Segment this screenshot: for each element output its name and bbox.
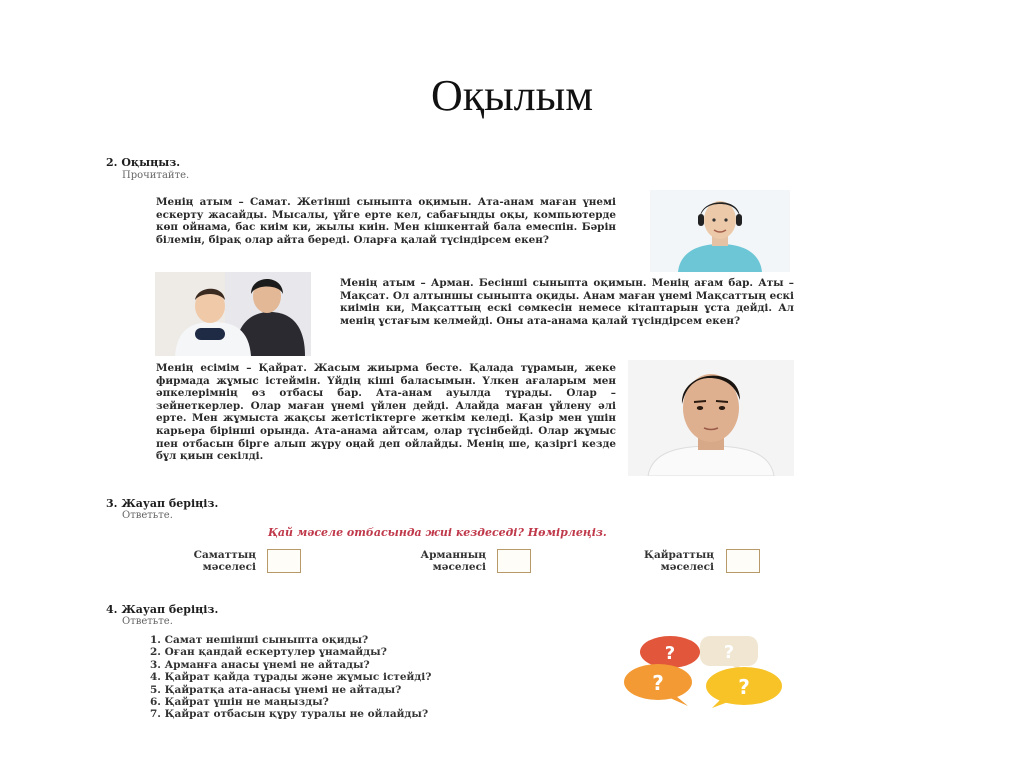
- bubble-yellow: [706, 667, 782, 708]
- task4-subheading: Ответьте.: [122, 616, 173, 627]
- photo-kairat-drawing: [628, 360, 794, 476]
- task3-subheading: Ответьте.: [122, 510, 173, 521]
- answer-label-samat-line1: Саматтың: [193, 549, 256, 561]
- bubble-cream-mark: ?: [723, 642, 735, 663]
- answer-box-kairat[interactable]: [726, 549, 760, 573]
- answer-label-arman-line1: Арманның: [420, 549, 486, 561]
- bubble-orange: [624, 664, 692, 706]
- task3-question: Қай мәселе отбасында жиі кездеседі? Нөмірлеңіз.: [268, 526, 607, 539]
- bubble-orange-mark: ?: [652, 671, 664, 695]
- task2-subheading: Прочитайте.: [122, 170, 190, 181]
- question-item: 6. Қайрат үшін не маңызды?: [150, 696, 329, 709]
- photo-kairat: [628, 360, 794, 476]
- slide-title: Оқылым: [430, 71, 594, 120]
- bubble-red-mark: ?: [664, 643, 676, 664]
- question-item: 1. Самат нешінші сыныпта оқиды?: [150, 634, 369, 646]
- paragraph-arman: Менің атым – Арман. Бесінші сыныпта оқимын. Менің ағам бар. Аты – Мақсат. Ол алтыншы сыныпта оқиды. Анам маған үнемі Мақсаттың ескі киімін ки, Мақсаттың ескі сөмкесін немесе кітаптарын ұста дейді. Ал менің ұстағым келмейді. Оны ата-анама қалай түсіндірсем екен?: [340, 277, 794, 327]
- task3-heading: 3. Жауап беріңіз.: [106, 497, 219, 510]
- question-list: [150, 634, 431, 721]
- question-bubbles-illustration: [616, 630, 796, 710]
- question-item: 2. Оған қандай ескертулер ұнамайды?: [150, 646, 387, 659]
- photo-samat: [650, 190, 790, 272]
- paragraph-samat: Менің атым – Самат. Жетінші сыныпта оқимын. Ата-анам маған үнемі ескерту жасайды. Мысалы, үйге ерте кел, сабағыңды оқы, компьютерде көп ойнама, бас киім ки, жылы киін. Мен кішкентай бала емеспін. Бәрін білемін, бірақ олар айта береді. Оларға қалай түсіндірсем екен?: [156, 196, 616, 246]
- question-item: 3. Арманға анасы үнемі не айтады?: [150, 658, 370, 671]
- answer-label-kairat-line1: Қайраттың: [644, 549, 714, 561]
- answer-label-samat-line2: мәселесі: [202, 561, 256, 573]
- answer-label-arman-line2: мәселесі: [432, 561, 486, 573]
- task2-heading: 2. Оқыңыз.: [106, 156, 181, 169]
- paragraph-kairat: Менің есімім – Қайрат. Жасым жиырма бесте. Қалада тұрамын, жеке фирмада жұмыс істеймін. Үйдің кіші баласымын. Үлкен ағаларым мен әпкелерімнің өз отбасы бар. Ата-анам ауылда тұрады. Олар – зейнеткерлер. Олар маған үнемі үйлен дейді. Алайда маған үйлену әлі ерте. Мен жұмыста жақсы жетістіктерге жеткім келеді. Қазір мен үшін карьера бірінші орында. Ата-анама айтсам, олар түсінбейді. Олар жұмыс пен отбасын бірге алып жүру оңай деп ойлайды. Менің ше, қазіргі кезде бұл қиын секілді.: [156, 362, 616, 463]
- task4-heading: 4. Жауап беріңіз.: [106, 603, 219, 616]
- answer-label-kairat: [610, 549, 714, 573]
- answer-box-arman[interactable]: [497, 549, 531, 573]
- question-item: 4. Қайрат қайда тұрады және жұмыс істейді?: [150, 671, 432, 684]
- answer-box-samat[interactable]: [267, 549, 301, 573]
- answer-label-kairat-line2: мәселесі: [660, 561, 714, 573]
- photo-arman-drawing: [155, 272, 311, 356]
- bubble-yellow-mark: ?: [738, 675, 750, 699]
- question-item: 5. Қайратқа ата-анасы үнемі не айтады?: [150, 683, 402, 696]
- photo-samat-drawing: [650, 190, 790, 272]
- question-item: 7. Қайрат отбасын құру туралы не ойлайды?: [150, 708, 429, 721]
- answer-label-samat: [160, 549, 256, 573]
- photo-arman: [155, 272, 311, 356]
- answer-label-arman: [388, 549, 486, 573]
